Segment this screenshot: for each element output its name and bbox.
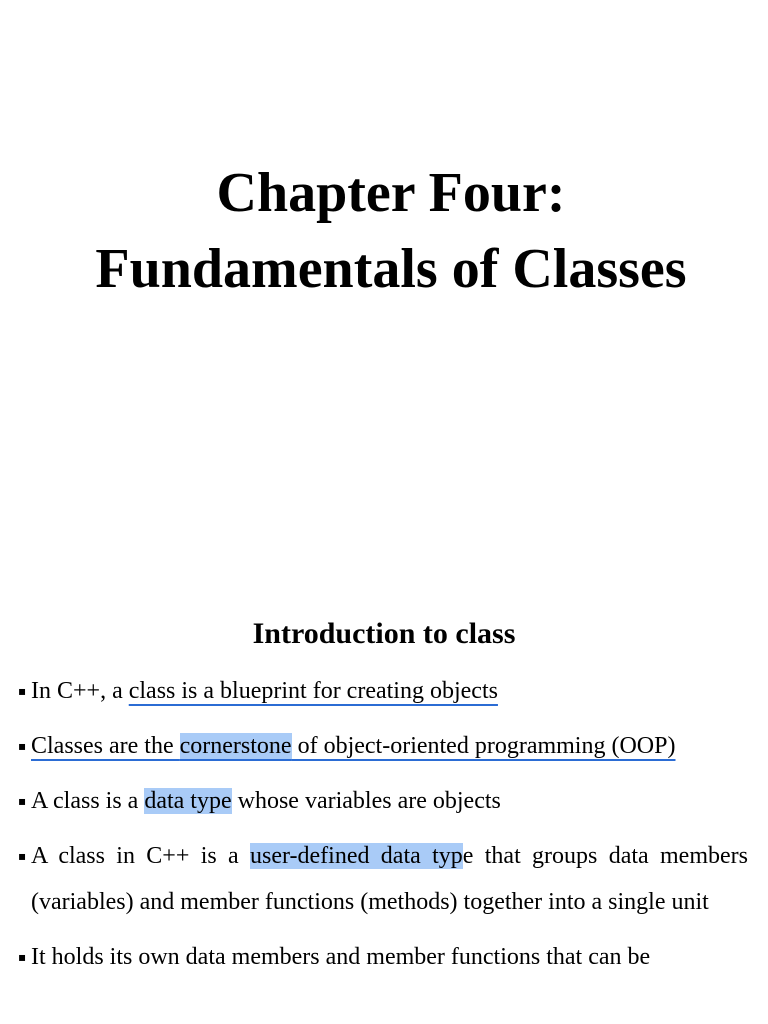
text-run: In C++, a — [31, 678, 129, 704]
chapter-title — [0, 155, 768, 307]
text-run: whose variables are objects — [231, 788, 501, 814]
bullet-list — [18, 668, 748, 989]
underlined-text — [31, 733, 675, 759]
list-item — [18, 668, 748, 714]
text-run: It holds its own data members and member functions that can be — [31, 944, 651, 970]
text-run: Classes are the — [31, 733, 180, 759]
highlighted-text: cornerstone — [179, 733, 292, 759]
square-bullet-icon: ▪ — [18, 739, 27, 753]
square-bullet-icon: ▪ — [18, 849, 27, 863]
list-item — [18, 723, 748, 769]
underlined-text: class is a blueprint for creating objects — [128, 678, 498, 704]
square-bullet-icon: ▪ — [18, 794, 27, 808]
square-bullet-icon: ▪ — [18, 950, 27, 964]
text-run: of object-oriented programming (OOP) — [291, 733, 676, 759]
highlighted-text: data type — [144, 788, 232, 814]
square-bullet-icon: ▪ — [18, 684, 27, 698]
section-heading: Introduction to class — [252, 617, 516, 650]
chapter-title-line-2: Fundamentals of Classes — [95, 238, 687, 300]
text-run: e that groups data members (variables) and member functions (methods) together into a single unit — [31, 843, 748, 915]
list-item — [18, 833, 748, 925]
chapter-title-line-1: Chapter Four: — [216, 162, 566, 224]
list-item — [18, 778, 748, 824]
list-item — [18, 934, 748, 980]
text-run: A class is a — [31, 788, 145, 814]
text-run: A class in C++ is a — [31, 843, 251, 869]
highlighted-text: user-defined data typ — [250, 843, 463, 869]
